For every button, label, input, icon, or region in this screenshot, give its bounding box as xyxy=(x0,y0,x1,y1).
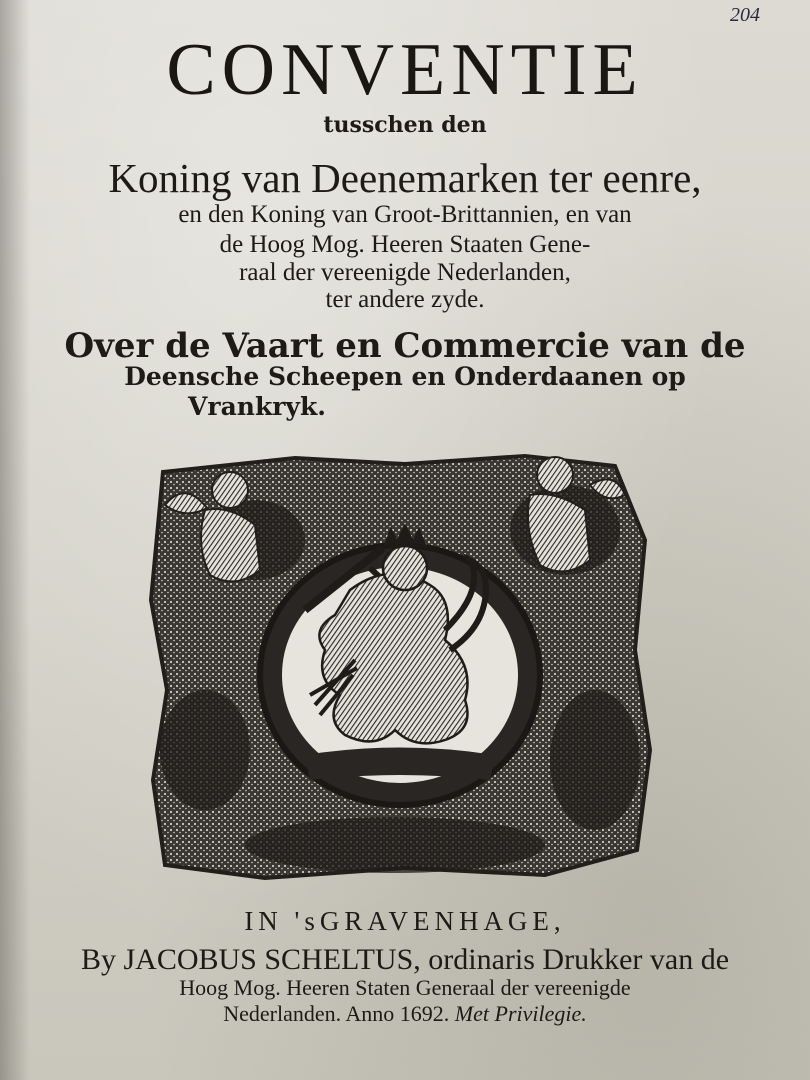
imprint-printer: By JACOBUS SCHELTUS, ordinaris Drukker van de xyxy=(80,943,730,976)
title-line-2: de Hoog Mog. Heeren Staaten Gene- xyxy=(219,231,591,258)
folio-number: 204 xyxy=(730,4,760,26)
gothic-line-1: Over de Vaart en Commercie van de xyxy=(64,326,746,366)
woodcut-lion-emblem xyxy=(145,450,655,880)
title-line-1: en den Koning van Groot-Brittannien, en van xyxy=(178,201,632,228)
imprint-place: IN 'sGRAVENHAGE, xyxy=(244,906,566,936)
imprint-printer-2: Hoog Mog. Heeren Staten Generaal der vereenigde xyxy=(179,975,631,1000)
imprint-privilege: Met Privilegie. xyxy=(454,1001,587,1026)
imprint-date xyxy=(0,1000,810,1028)
title-line-big: Koning van Deenemarken ter eenre, xyxy=(108,155,702,201)
gothic-line-3: Vrankryk. xyxy=(188,392,326,421)
gothic-line-2: Deensche Scheepen en Onderdaanen op xyxy=(124,362,686,391)
title-line-3: raal der vereenigde Nederlanden, xyxy=(239,259,571,286)
subtitle-small: tusschen den xyxy=(323,112,487,138)
page-title: CONVENTIE xyxy=(166,29,644,111)
title-line-4: ter andere zyde. xyxy=(325,286,485,313)
imprint-main: Nederlanden. Anno 1692. xyxy=(223,1001,450,1026)
